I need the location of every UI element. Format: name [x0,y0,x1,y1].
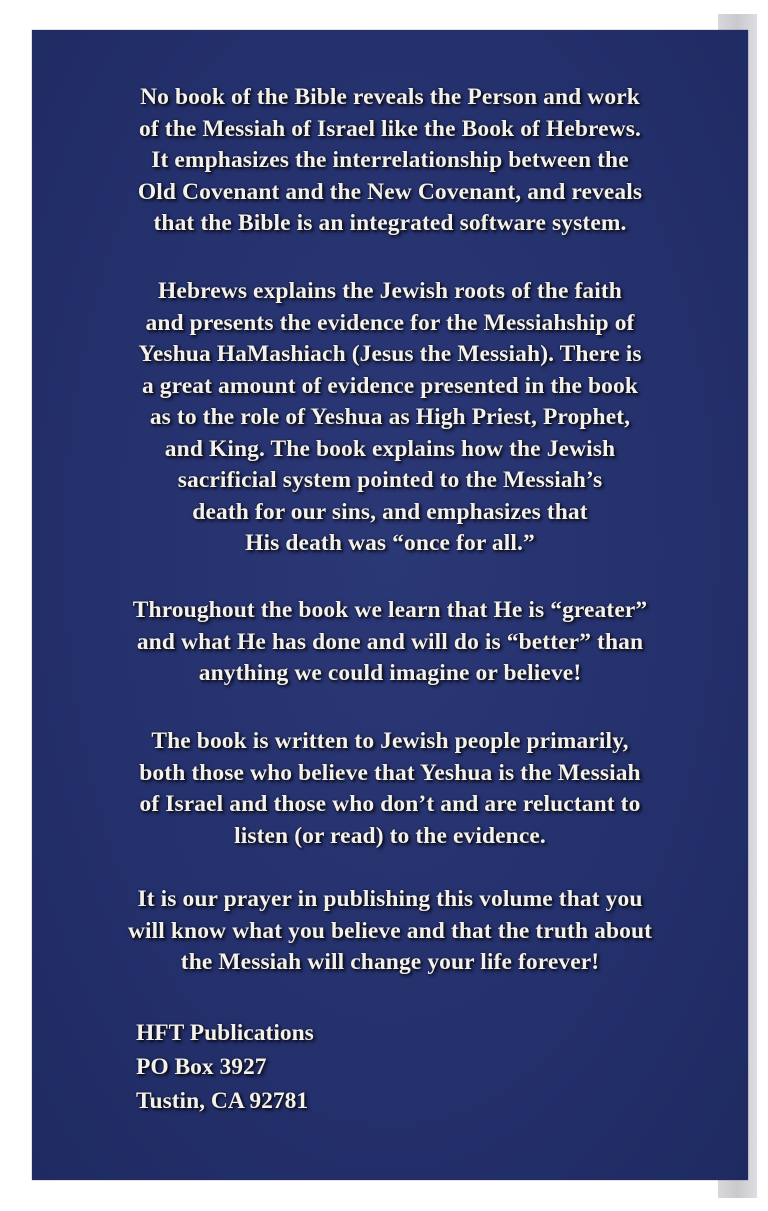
paragraph-line: The book is written to Jewish people primarily, [151,728,629,754]
paragraph-line: the Messiah will change your life forever! [180,949,600,975]
paragraph-line: listen (or read) to the evidence. [234,822,546,849]
paragraph-intro [32,82,748,240]
paragraph-prayer [32,884,748,979]
paragraph-line: sacrificial system pointed to the Messiah’s [177,467,603,493]
paragraph-line: Throughout the book we learn that He is “greater” [132,597,648,623]
publisher-address [136,1016,314,1118]
paragraph-line: both those who believe that Yeshua is the Messiah [139,759,641,786]
paragraph-line: a great amount of evidence presented in the book [141,372,639,399]
paragraph-line: and King. The book explains how the Jewish [164,435,616,462]
paragraph-line: His death was “once for all.” [245,530,535,556]
paragraph-line: death for our sins, and emphasizes that [192,498,588,525]
paragraph-line: as to the role of Yeshua as High Priest, Prophet, [149,404,631,430]
paragraph-line: Old Covenant and the New Covenant, and reveals [137,178,643,205]
paragraph-line: Hebrews explains the Jewish roots of the faith [158,278,622,304]
publisher-city: Tustin, CA 92781 [136,1088,309,1114]
paragraph-line: It is our prayer in publishing this volume that you [137,886,643,912]
paragraph-line: that the Bible is an integrated software system. [153,210,627,236]
paragraph-line: No book of the Bible reveals the Person and work [140,84,640,110]
publisher-po-box: PO Box 3927 [136,1054,267,1080]
paragraph-audience [32,726,748,852]
paragraph-jewish-roots [32,276,748,560]
paragraph-line: and what He has done and will do is “better” than [136,628,644,655]
paragraph-line: of the Messiah of Israel like the Book of Hebrews. [139,115,641,142]
paragraph-line: of Israel and those who don’t and are reluctant to [139,791,641,817]
paragraph-line: It emphasizes the interrelationship between the [151,147,629,173]
paragraph-line: will know what you believe and that the truth about [127,917,653,944]
paragraph-line: Yeshua HaMashiach (Jesus the Messiah). There is [138,341,642,367]
paragraph-line: and presents the evidence for the Messiahship of [145,309,635,336]
paragraph-greater [32,595,748,690]
back-cover-panel [32,30,748,1180]
publisher-name: HFT Publications [136,1020,314,1046]
paragraph-line: anything we could imagine or believe! [198,660,582,686]
